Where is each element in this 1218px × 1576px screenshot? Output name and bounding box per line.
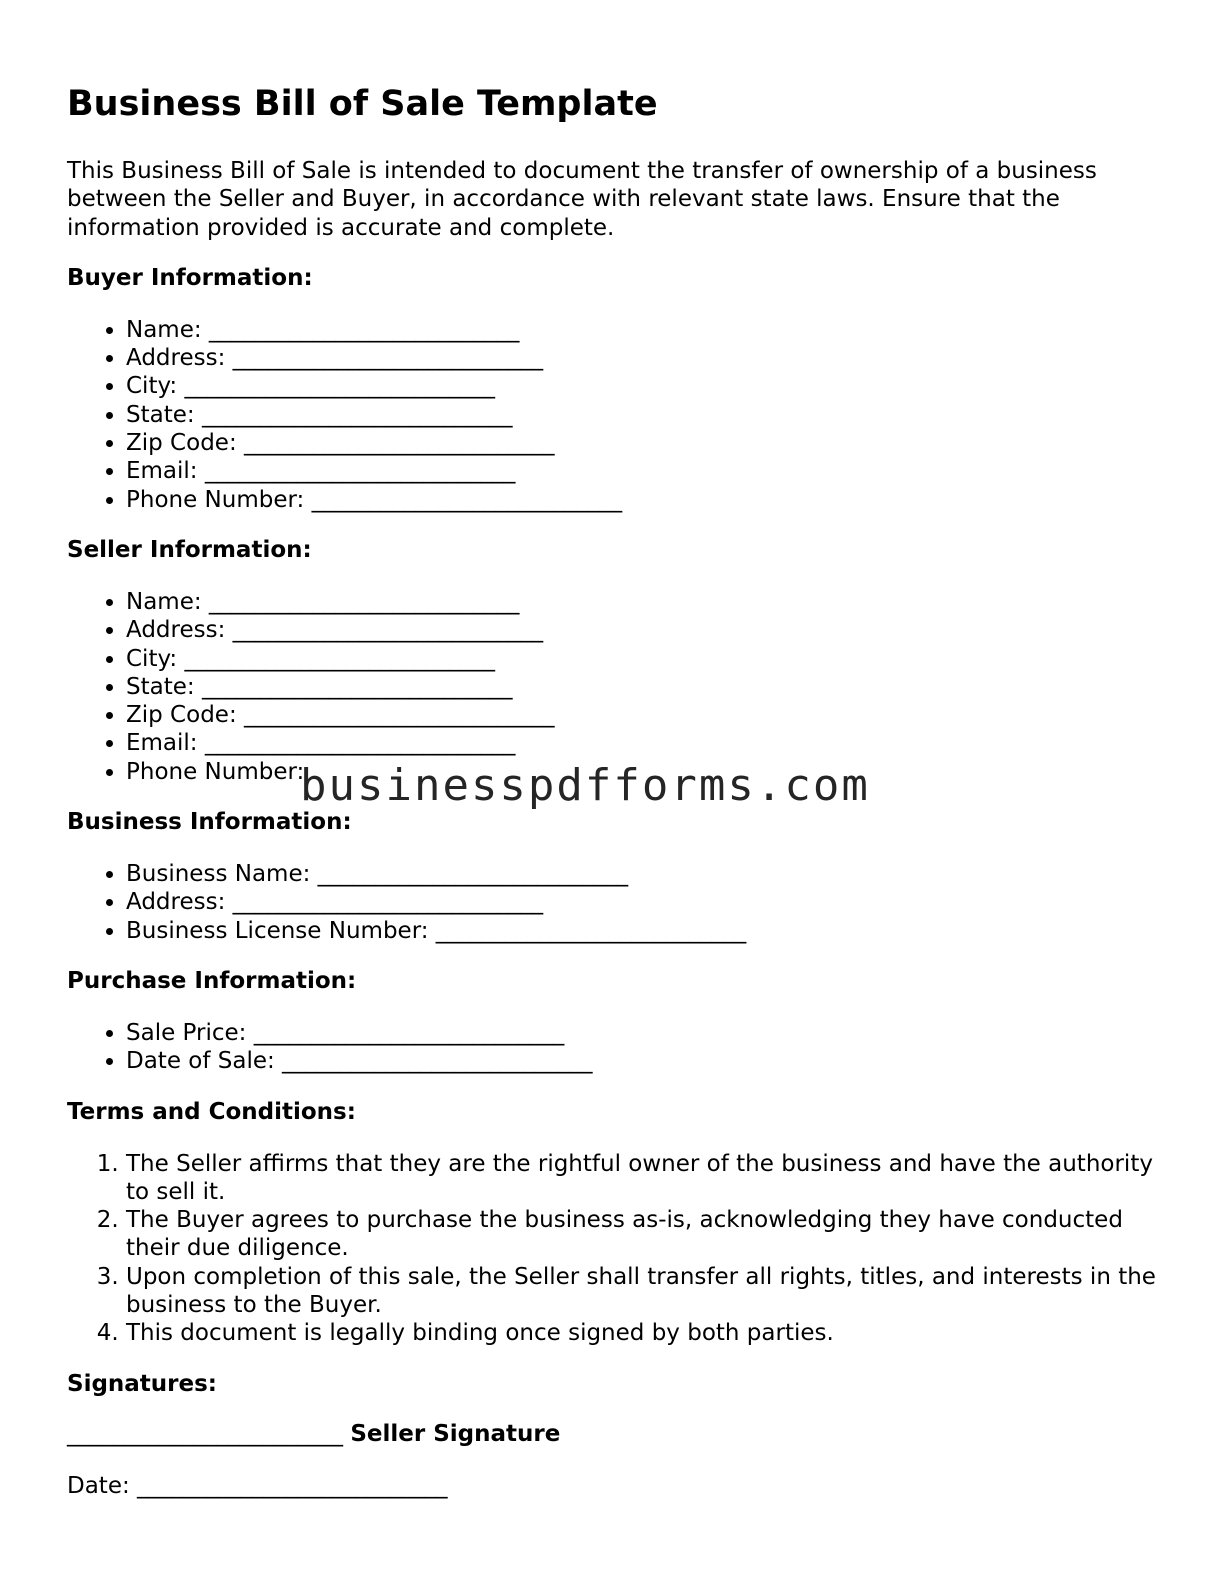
intro-paragraph: This Business Bill of Sale is intended to document the transfer of ownership of a business between the Seller and Buyer, in accordance with relevant state laws. Ensure that the information provided is accurate and complete. [67, 158, 1097, 241]
sale-date-field[interactable]: • Date of Sale: ___________________________ [126, 1047, 1167, 1075]
seller-phone-field[interactable]: • Phone Number: [126, 758, 1167, 786]
term-item: 1. The Seller affirms that they are the rightful owner of the business and have the authority to sell it. [126, 1150, 1167, 1207]
seller-fields [67, 588, 1167, 786]
seller-signature-row [67, 1420, 1167, 1448]
terms-heading: Terms and Conditions: [67, 1098, 356, 1125]
buyer-zip-field[interactable]: • Zip Code: ___________________________ [126, 429, 1167, 457]
seller-name-field[interactable]: • Name: ___________________________ [126, 588, 1167, 616]
purchase-fields [67, 1019, 1167, 1076]
business-license-field[interactable]: • Business License Number: ___________________________ [126, 917, 1167, 945]
buyer-state-field[interactable]: • State: ___________________________ [126, 401, 1167, 429]
seller-address-field[interactable]: • Address: ___________________________ [126, 616, 1167, 644]
buyer-heading: Buyer Information: [67, 264, 313, 291]
seller-city-field[interactable]: • City: ___________________________ [126, 645, 1167, 673]
page-title: Business Bill of Sale Template [67, 84, 658, 124]
term-item: 2. The Buyer agrees to purchase the business as-is, acknowledging they have conducted their due diligence. [126, 1206, 1167, 1263]
watermark: businesspdfforms.com [300, 760, 870, 811]
seller-state-field[interactable]: • State: ___________________________ [126, 673, 1167, 701]
buyer-phone-field[interactable]: • Phone Number: ___________________________ [126, 486, 1167, 514]
buyer-name-field[interactable]: • Name: ___________________________ [126, 316, 1167, 344]
buyer-fields [67, 316, 1167, 514]
signature-date-field[interactable]: Date: ___________________________ [67, 1472, 448, 1499]
signatures-heading: Signatures: [67, 1370, 218, 1397]
business-fields [67, 860, 1167, 945]
terms-list [67, 1150, 1167, 1348]
term-item: 3. Upon completion of this sale, the Seller shall transfer all rights, titles, and interests in the business to the Buyer. [126, 1263, 1167, 1320]
business-heading: Business Information: [67, 809, 352, 836]
buyer-city-field[interactable]: • City: ___________________________ [126, 372, 1167, 400]
buyer-address-field[interactable]: • Address: ___________________________ [126, 344, 1167, 372]
purchase-heading: Purchase Information: [67, 967, 357, 994]
business-address-field[interactable]: • Address: ___________________________ [126, 888, 1167, 916]
sale-price-field[interactable]: • Sale Price: ___________________________ [126, 1019, 1167, 1047]
buyer-email-field[interactable]: • Email: ___________________________ [126, 457, 1167, 485]
seller-signature-label: Seller Signature [350, 1420, 561, 1447]
seller-signature-line[interactable]: ________________________ [67, 1420, 343, 1447]
business-name-field[interactable]: • Business Name: ___________________________ [126, 860, 1167, 888]
seller-zip-field[interactable]: • Zip Code: ___________________________ [126, 701, 1167, 729]
seller-heading: Seller Information: [67, 536, 312, 563]
seller-email-field[interactable]: • Email: ___________________________ [126, 729, 1167, 757]
term-item: 4. This document is legally binding once signed by both parties. [126, 1319, 1167, 1347]
